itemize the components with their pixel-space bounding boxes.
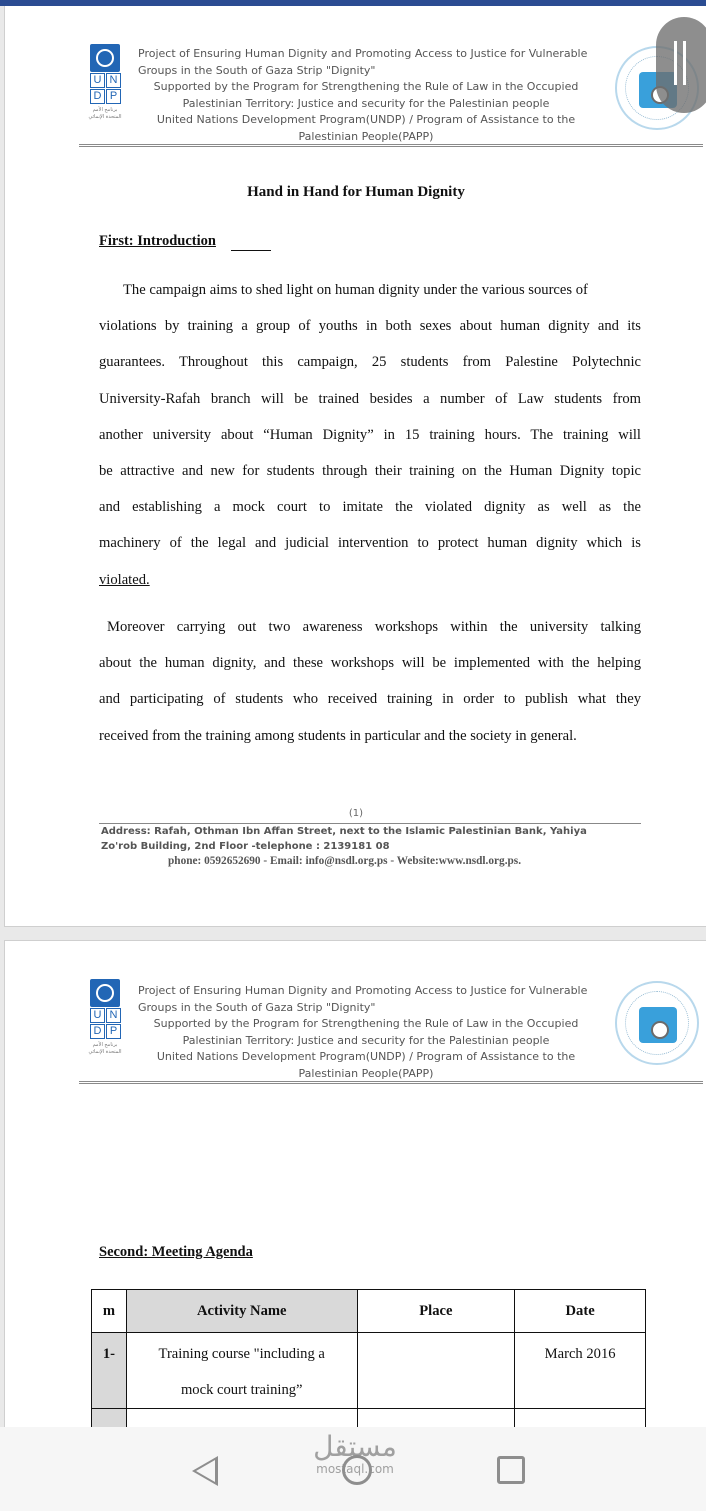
header-line-4: Palestinian Territory: Justice and security for the Palestinian people [182,96,550,110]
undp-logo [85,979,125,1056]
document-page-1 [4,6,706,927]
organization-seal-icon [615,981,699,1065]
activity-name: Training course "including a mock court training” [126,1333,357,1409]
home-icon[interactable] [342,1455,372,1485]
col-header-place: Place [357,1290,515,1333]
header-line-1: Project of Ensuring Human Dignity and Promoting Access to Justice for Vulnerable [138,984,588,997]
header-line-1: Project of Ensuring Human Dignity and Promoting Access to Justice for Vulnerable [138,47,588,60]
activity-date: March 2016 [515,1333,646,1409]
row-number: 1- [92,1333,127,1409]
section-heading-agenda: Second: Meeting Agenda [99,1244,253,1260]
project-header [131,983,601,1082]
recent-apps-icon[interactable] [497,1456,525,1484]
header-divider [79,144,703,147]
undp-arabic-name: برنامج الأمم المتحدة الإنمائي [88,1042,122,1055]
back-icon[interactable] [192,1456,218,1486]
intro-paragraph-2: Moreover carrying out two awareness workshops within the university talking about the human dignity, and these workshops will be implemented with the helping and participating of students who received training in order to publish what they received from the training among students in particular and the society in general. [99,619,641,744]
scroll-handle[interactable] [656,17,706,113]
activity-place [357,1333,515,1409]
footer-address: Address: Rafah, Othman Ibn Affan Street, next to the Islamic Palestinian Bank, Yahiya Zo'rob Building, 2nd Floor -telephone : 2139181 08 [101,826,587,852]
header-line-5: United Nations Development Program(UNDP) / Program of Assistance to the [156,113,576,126]
section-heading-introduction: First: Introduction [99,233,216,249]
header-line-3: Supported by the Program for Strengthening the Rule of Law in the Occupied [153,1017,579,1030]
header-line-2: Groups in the South of Gaza Strip "Dignity" [138,1000,376,1014]
table-row [92,1409,646,1429]
header-line-3: Supported by the Program for Strengthening the Rule of Law in the Occupied [153,80,579,93]
system-navigation-bar [0,1427,706,1511]
table-row [92,1333,646,1409]
undp-arabic-name: برنامج الأمم المتحدة الإنمائي [88,107,122,120]
un-globe-icon [90,979,120,1007]
header-line-5: United Nations Development Program(UNDP) / Program of Assistance to the [156,1050,576,1063]
header-line-6: Palestinian People(PAPP) [298,129,434,143]
col-header-activity: Activity Name [126,1290,357,1333]
undp-logo [85,44,125,121]
agenda-table [91,1289,646,1428]
col-header-m: m [92,1290,127,1333]
document-page-2 [4,940,706,1428]
header-line-2: Groups in the South of Gaza Strip "Dignity" [138,63,376,77]
col-header-date: Date [515,1290,646,1333]
header-line-6: Palestinian People(PAPP) [298,1066,434,1080]
watermark: مستقل mostaql.com [313,1430,397,1476]
undp-letters: U N D P [90,73,125,104]
undp-letters: U N D P [90,1008,125,1039]
page-number: (1) [348,808,364,819]
header-divider [79,1081,703,1084]
un-globe-icon [90,44,120,72]
header-line-4: Palestinian Territory: Justice and security for the Palestinian people [182,1033,550,1047]
heading-underline [231,250,271,251]
intro-paragraph-1: The campaign aims to shed light on human dignity under the various sources of violations by training a group of youths in both sexes about human dignity and its guarantees. Throughout this campaign, 25 students from Palestine Polytechnic University-Rafah branch will be trained besides a number of Law students from another university about “Human Dignity” in 15 training hours. The training will be attractive and new for students through their training on the Human Dignity topic and establishing a mock court to imitate the violated dignity as well as the machinery of the legal and judicial intervention to protect human dignity which is violated. [99,282,641,588]
footer-contact: phone: 0592652690 - Email: info@nsdl.org.ps - Website:www.nsdl.org.ps. [168,855,522,867]
project-header [131,46,601,145]
document-title: Hand in Hand for Human Dignity [247,184,465,200]
table-header-row [92,1290,646,1333]
